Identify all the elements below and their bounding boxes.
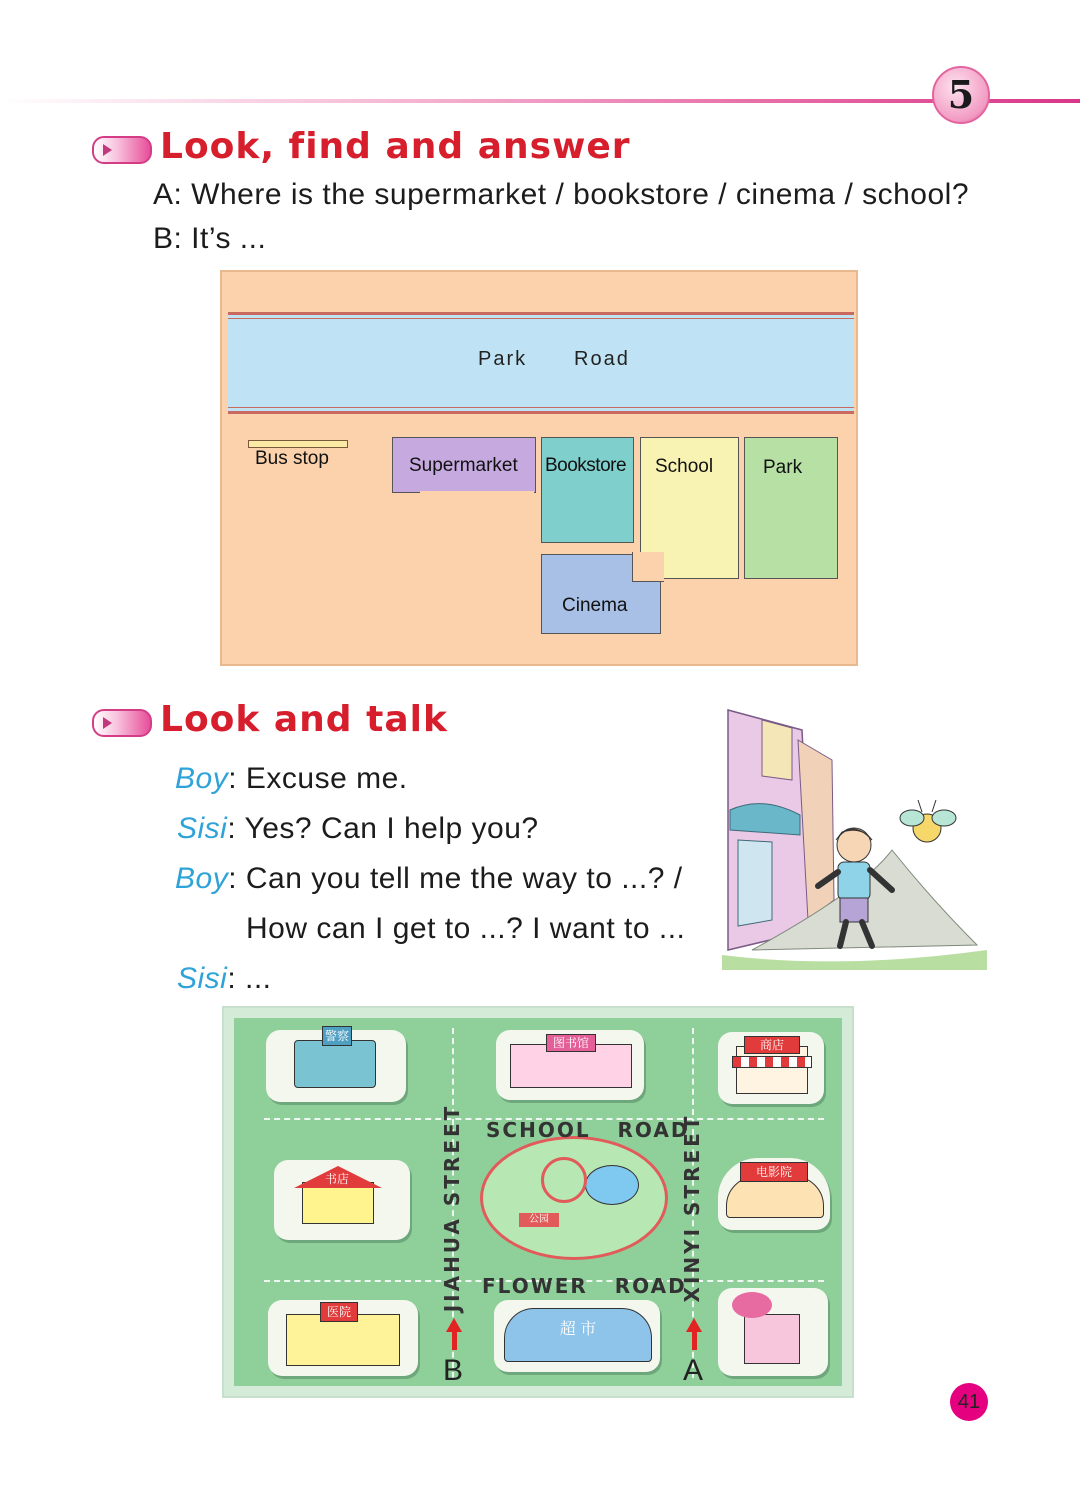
dialogue-text: Yes? Can I help you?	[244, 812, 539, 845]
supermarket-notch	[420, 491, 534, 503]
house-with-garden	[718, 1288, 828, 1376]
ferris-wheel	[541, 1157, 587, 1203]
section-bullet-icon	[92, 136, 152, 164]
unit-badge: 5	[932, 66, 990, 124]
speaker-name: Sisi	[177, 962, 228, 995]
bookshop	[274, 1160, 410, 1240]
bookstore-building	[541, 437, 634, 543]
bookshop-sign: 书店	[324, 1172, 349, 1186]
school-label: School	[655, 456, 714, 477]
park-label: Park	[763, 457, 803, 478]
cinema-notch	[632, 552, 664, 582]
point-b-label: B	[443, 1354, 464, 1387]
cinema-label: Cinema	[562, 595, 628, 616]
speaker-name: Sisi	[177, 812, 228, 845]
bus-stop-label: Bus stop	[255, 448, 329, 469]
header-divider	[0, 99, 1080, 103]
park-roundabout	[480, 1136, 668, 1260]
dialogue-text: How can I get to ...? I want to ...	[246, 912, 686, 945]
hospital-sign: 医院	[320, 1302, 358, 1322]
section-title-look-and-talk: Look and talk	[160, 699, 448, 740]
park-sign: 公园	[519, 1213, 559, 1227]
school-road-label: SCHOOL ROAD	[486, 1118, 690, 1142]
answer-line: B: It’s ...	[153, 222, 267, 255]
road-label-park: Park	[478, 348, 528, 370]
town-map-ground	[234, 1018, 842, 1386]
dialogue-line: Boy: Excuse me.	[175, 762, 408, 795]
question-line: A: Where is the supermarket / bookstore / cinema / school?	[153, 178, 970, 211]
dialogue-text: Excuse me.	[245, 762, 408, 795]
park-area	[744, 437, 838, 579]
supermarket-sign: 超 市	[559, 1321, 597, 1338]
xinyi-street-label: XINYI STREET	[680, 1113, 704, 1303]
cinema-sign: 电影院	[740, 1162, 808, 1182]
dialogue-line: Sisi: ...	[177, 962, 272, 995]
flower-road-label: FLOWER ROAD	[482, 1274, 687, 1298]
point-a-label: A	[683, 1354, 704, 1387]
dialogue-line: Boy: Can you tell me the way to ...? /	[175, 862, 683, 895]
dialogue-text: ...	[245, 962, 272, 995]
library-sign: 图书馆	[546, 1034, 596, 1052]
dialogue-line	[246, 912, 685, 946]
speaker-name: Boy	[175, 762, 229, 795]
jiahua-street-label: JIAHUA STREET	[440, 1103, 464, 1313]
speaker-name: Boy	[175, 862, 229, 895]
dialogue-line: Sisi: Yes? Can I help you?	[177, 812, 539, 845]
hospital	[268, 1300, 418, 1376]
library	[496, 1030, 644, 1100]
park-pond	[585, 1165, 639, 1205]
street-map-park-road	[220, 270, 858, 666]
boy-on-street-illustration	[722, 700, 992, 970]
bookstore-label: Bookstore	[545, 455, 627, 476]
dialogue-text: Can you tell me the way to ...? /	[245, 862, 683, 895]
arrow-up-icon	[446, 1318, 462, 1350]
supermarket-label: Supermarket	[409, 455, 518, 476]
police-sign: 警察	[322, 1026, 352, 1046]
page-number: 41	[950, 1383, 988, 1421]
section-bullet-icon	[92, 709, 152, 737]
shop	[718, 1032, 824, 1104]
police-station	[266, 1030, 406, 1102]
shop-sign: 商店	[744, 1036, 800, 1054]
park-road	[228, 312, 854, 414]
cinema	[718, 1158, 830, 1230]
section-title-look-find-answer: Look, find and answer	[160, 126, 631, 167]
arrow-up-icon	[686, 1318, 702, 1350]
supermarket-building	[392, 437, 536, 493]
town-map	[222, 1006, 854, 1398]
road-label-road: Road	[574, 348, 630, 370]
supermarket	[494, 1300, 660, 1372]
bus-stop-sign	[248, 440, 348, 448]
